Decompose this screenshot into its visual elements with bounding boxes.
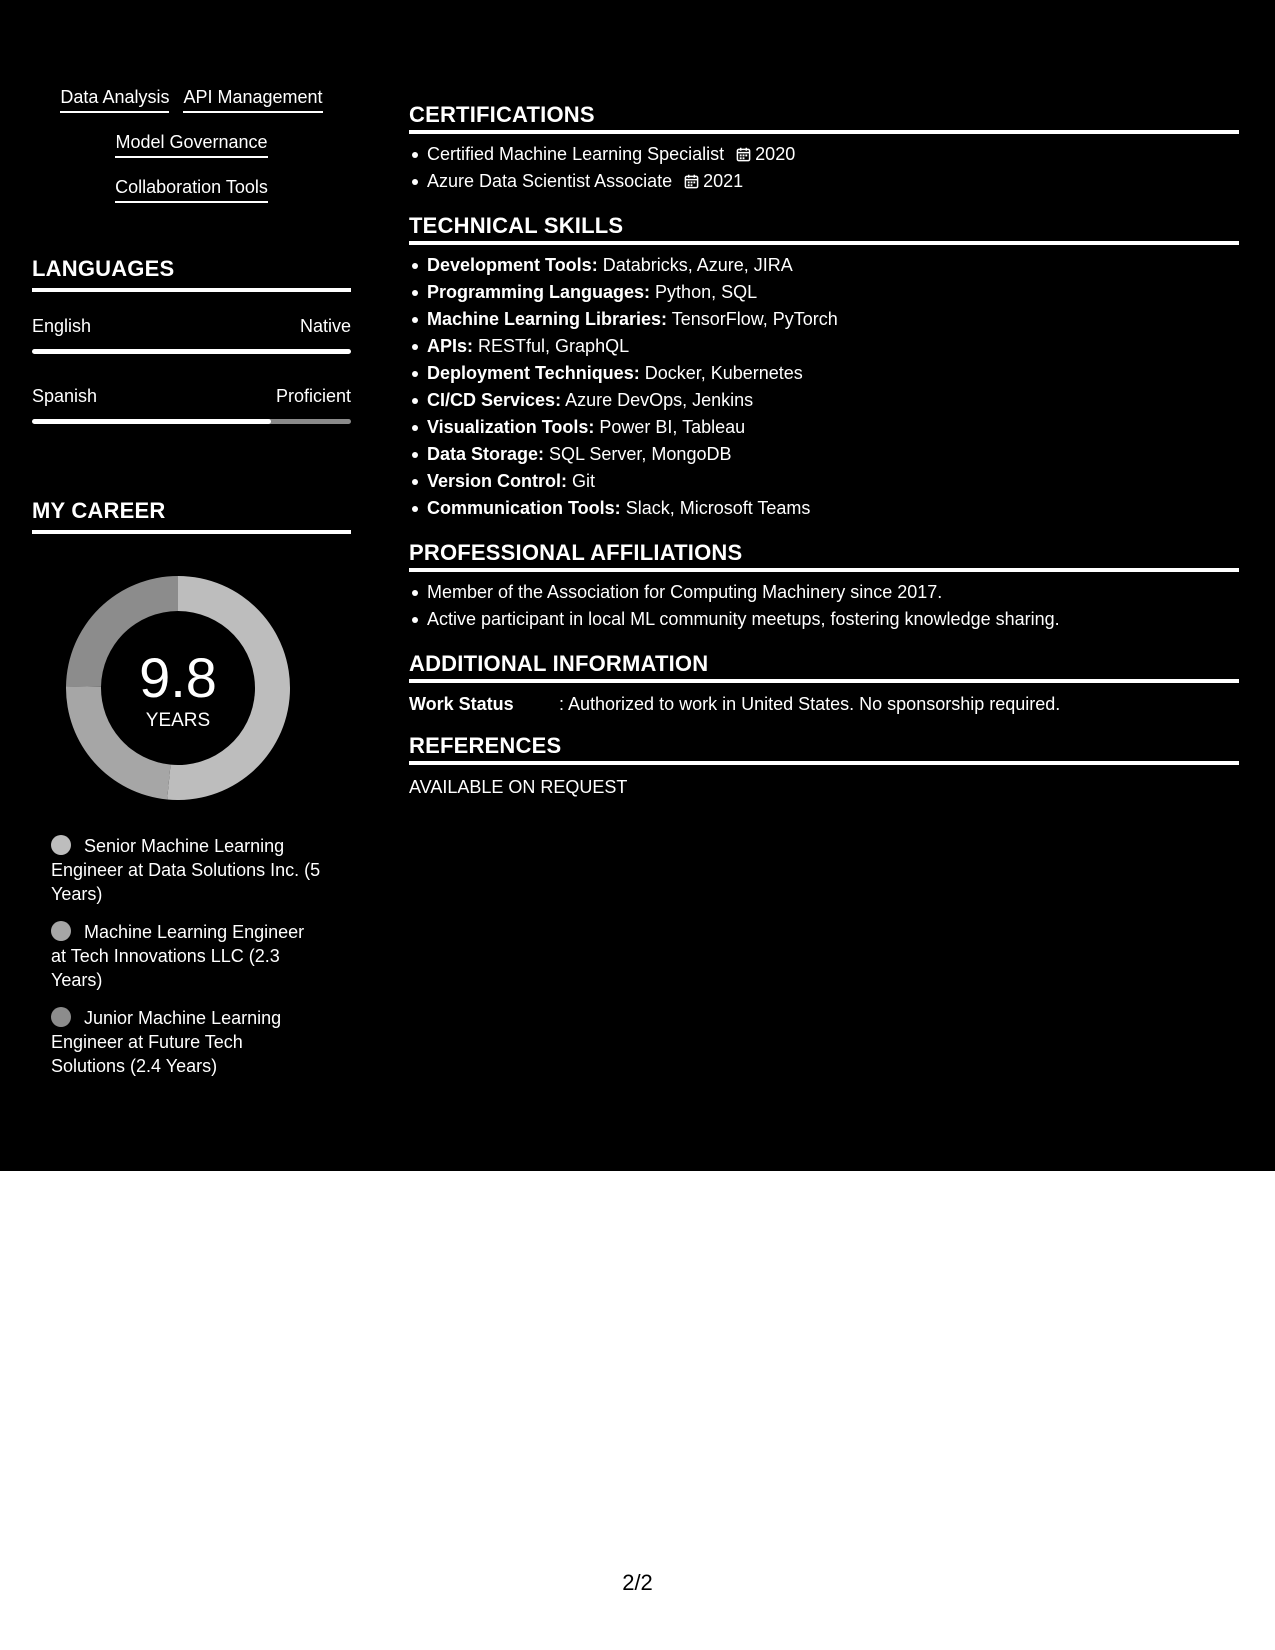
certification-item	[427, 141, 1237, 168]
skill-label: APIs:	[427, 336, 474, 356]
language-english	[32, 315, 351, 354]
certification-name: Certified Machine Learning Specialist	[427, 144, 725, 164]
technical-skills-list	[409, 252, 1237, 522]
skill-item	[427, 360, 1237, 387]
career-donut	[66, 576, 290, 800]
affiliation-item: Member of the Association for Computing Machinery since 2017.	[427, 579, 1237, 606]
references-text: AVAILABLE ON REQUEST	[409, 777, 628, 797]
career-item	[51, 834, 321, 906]
work-status-value: : Authorized to work in United States. No sponsorship required.	[559, 694, 1061, 714]
skill-item	[427, 333, 1237, 360]
skill-value: Databricks, Azure, JIRA	[602, 255, 793, 275]
language-bar-fill	[32, 419, 271, 424]
language-bar	[32, 419, 351, 424]
skill-value: TensorFlow, PyTorch	[671, 309, 838, 329]
career-item	[51, 1006, 321, 1078]
skill-row	[32, 131, 351, 176]
certifications-list	[409, 141, 1237, 195]
skill-value: SQL Server, MongoDB	[549, 444, 732, 464]
skill-label: Programming Languages:	[427, 282, 651, 302]
language-bar	[32, 349, 351, 354]
career-total-unit: YEARS	[145, 710, 211, 731]
skill-item	[427, 387, 1237, 414]
legend-dot-icon	[51, 921, 71, 941]
calendar-icon	[684, 174, 699, 189]
certification-item	[427, 168, 1237, 195]
skill-value: Azure DevOps, Jenkins	[565, 390, 754, 410]
certification-year: 2020	[755, 144, 796, 164]
skill-label: CI/CD Services:	[427, 390, 562, 410]
language-name: English	[32, 316, 92, 336]
technical-skills-heading: TECHNICAL SKILLS	[409, 213, 1239, 245]
career-item-text: Machine Learning Engineer at Tech Innovations LLC (2.3 Years)	[51, 922, 305, 990]
affiliations-list	[409, 579, 1237, 633]
language-spanish	[32, 385, 351, 424]
certifications-heading: CERTIFICATIONS	[409, 102, 1239, 134]
career-item-text: Senior Machine Learning Engineer at Data Solutions Inc. (5 Years)	[51, 836, 321, 904]
language-name: Spanish	[32, 386, 98, 406]
certification-name: Azure Data Scientist Associate	[427, 171, 673, 191]
skill-row	[32, 176, 351, 221]
work-status-label: Work Status	[409, 694, 514, 714]
skill-label: Machine Learning Libraries:	[427, 309, 668, 329]
skill-tag: Model Governance	[115, 131, 267, 158]
career-list	[51, 834, 321, 1092]
skill-tag: Collaboration Tools	[115, 176, 268, 203]
work-status-row	[409, 692, 1239, 716]
language-level: Proficient	[275, 386, 351, 406]
career-total-years: 9.8	[139, 646, 217, 709]
affiliation-item: Active participant in local ML community meetups, fostering knowledge sharing.	[427, 606, 1237, 633]
skill-item	[427, 252, 1237, 279]
skill-item	[427, 495, 1237, 522]
skill-label: Deployment Techniques:	[427, 363, 640, 383]
skill-item	[427, 414, 1237, 441]
skill-item	[427, 441, 1237, 468]
career-heading: MY CAREER	[32, 498, 351, 534]
career-item	[51, 920, 321, 992]
skill-item	[427, 306, 1237, 333]
skill-tag: Data Analysis	[60, 86, 169, 113]
skill-value: RESTful, GraphQL	[478, 336, 630, 356]
career-item-text: Junior Machine Learning Engineer at Future Tech Solutions (2.4 Years)	[51, 1008, 282, 1076]
language-bar-fill	[32, 349, 351, 354]
affiliations-heading: PROFESSIONAL AFFILIATIONS	[409, 540, 1239, 572]
certification-year: 2021	[703, 171, 744, 191]
skill-tag: API Management	[183, 86, 322, 113]
skill-label: Visualization Tools:	[427, 417, 595, 437]
skill-value: Git	[572, 471, 596, 491]
skill-value: Power BI, Tableau	[599, 417, 746, 437]
skill-label: Data Storage:	[427, 444, 545, 464]
skill-value: Python, SQL	[655, 282, 758, 302]
skill-tags	[32, 86, 351, 221]
languages-heading: LANGUAGES	[32, 256, 351, 292]
skill-row	[32, 86, 351, 131]
skill-value: Docker, Kubernetes	[644, 363, 803, 383]
skill-label: Communication Tools:	[427, 498, 621, 518]
additional-info-heading: ADDITIONAL INFORMATION	[409, 651, 1239, 683]
language-level: Native	[299, 316, 351, 336]
skill-value: Slack, Microsoft Teams	[625, 498, 811, 518]
page-number: 2/2	[622, 1570, 653, 1595]
references-heading: REFERENCES	[409, 733, 1239, 765]
calendar-icon	[736, 147, 751, 162]
legend-dot-icon	[51, 835, 71, 855]
skill-item	[427, 468, 1237, 495]
skill-item	[427, 279, 1237, 306]
skill-label: Development Tools:	[427, 255, 598, 275]
skill-label: Version Control:	[427, 471, 568, 491]
legend-dot-icon	[51, 1007, 71, 1027]
